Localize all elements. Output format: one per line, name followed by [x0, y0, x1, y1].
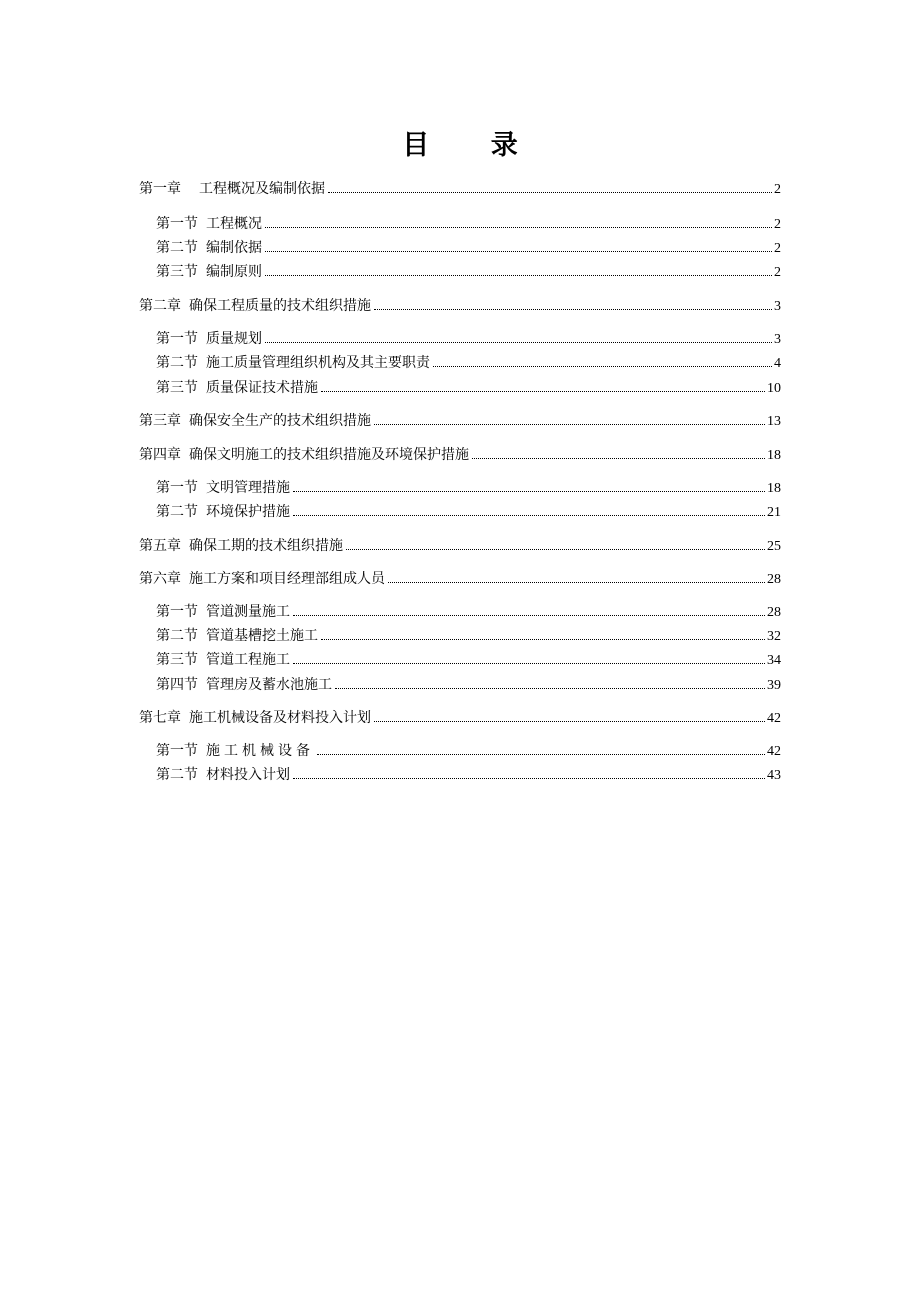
toc-entry-chapter[interactable] [139, 537, 781, 556]
toc-dot-leader [374, 424, 765, 425]
toc-dot-leader [328, 192, 772, 193]
toc-dot-leader [388, 582, 765, 583]
toc-entry-number: 第二节 [156, 355, 198, 371]
toc-entry-section[interactable] [156, 379, 781, 398]
toc-entry-label [156, 651, 290, 669]
toc-entry-page-number: 2 [774, 265, 781, 280]
toc-entry-text: 管理房及蓄水池施工 [206, 677, 332, 693]
toc-entry-section[interactable] [156, 627, 781, 646]
toc-entry-page-number: 21 [767, 505, 781, 520]
toc-dot-leader [265, 275, 772, 276]
toc-entry-text: 编制原则 [206, 264, 262, 280]
toc-dot-leader [472, 458, 765, 459]
toc-entry-label [139, 412, 371, 430]
toc-dot-leader [433, 366, 772, 367]
toc-entry-text: 材料投入计划 [206, 767, 290, 783]
toc-dot-leader [293, 615, 765, 616]
toc-entry-label [139, 180, 325, 198]
toc-entry-chapter[interactable] [139, 180, 781, 199]
toc-entry-page-number: 3 [774, 299, 781, 314]
toc-entry-number: 第二节 [156, 504, 198, 520]
toc-dot-leader [265, 342, 772, 343]
toc-entry-section[interactable] [156, 676, 781, 695]
toc-entry-section[interactable] [156, 263, 781, 282]
toc-entry-label [156, 742, 314, 760]
toc-entry-label [156, 354, 430, 372]
toc-entry-number: 第一节 [156, 331, 198, 347]
toc-dot-leader [321, 391, 765, 392]
toc-entry-label [139, 297, 371, 315]
toc-entry-number: 第一节 [156, 216, 198, 232]
toc-dot-leader [293, 778, 765, 779]
toc-entry-number: 第二章 [139, 298, 181, 314]
toc-dot-leader [265, 251, 772, 252]
toc-entry-section[interactable] [156, 503, 781, 522]
toc-entry-number: 第三节 [156, 652, 198, 668]
toc-entry-text: 管道测量施工 [206, 604, 290, 620]
toc-entry-label [156, 479, 290, 497]
toc-entry-number: 第四节 [156, 677, 198, 693]
toc-dot-leader [321, 639, 765, 640]
toc-entry-page-number: 42 [767, 744, 781, 759]
toc-entry-page-number: 13 [767, 414, 781, 429]
toc-entry-number: 第二节 [156, 767, 198, 783]
toc-dot-leader [346, 549, 765, 550]
toc-entry-label [156, 263, 262, 281]
toc-entry-page-number: 34 [767, 653, 781, 668]
toc-entry-page-number: 4 [774, 356, 781, 371]
toc-entry-chapter[interactable] [139, 709, 781, 728]
toc-entry-page-number: 2 [774, 217, 781, 232]
toc-entry-text: 施工机械设备 [206, 743, 314, 759]
toc-dot-leader [293, 663, 765, 664]
toc-entry-section[interactable] [156, 354, 781, 373]
toc-entry-label [156, 215, 262, 233]
toc-entry-page-number: 10 [767, 381, 781, 396]
toc-dot-leader [374, 309, 772, 310]
toc-entry-label [156, 239, 262, 257]
toc-entry-label [156, 379, 318, 397]
toc-entry-text: 工程概况 [206, 216, 262, 232]
toc-entry-section[interactable] [156, 742, 781, 761]
toc-entry-number: 第一节 [156, 743, 198, 759]
toc-entry-label [139, 537, 343, 555]
toc-dot-leader [335, 688, 765, 689]
toc-entry-page-number: 25 [767, 539, 781, 554]
toc-dot-leader [265, 227, 772, 228]
toc-entry-label [156, 330, 262, 348]
toc-entry-number: 第一节 [156, 480, 198, 496]
toc-entry-page-number: 42 [767, 711, 781, 726]
toc-entry-text: 质量规划 [206, 331, 262, 347]
toc-entry-number: 第四章 [139, 447, 181, 463]
toc-entry-page-number: 18 [767, 448, 781, 463]
toc-dot-leader [293, 515, 765, 516]
toc-dot-leader [293, 491, 765, 492]
toc-entry-page-number: 43 [767, 768, 781, 783]
toc-dot-leader [374, 721, 765, 722]
toc-entry-section[interactable] [156, 651, 781, 670]
toc-entry-page-number: 32 [767, 629, 781, 644]
toc-entry-number: 第三章 [139, 413, 181, 429]
toc-entry-number: 第一章 [139, 181, 181, 197]
toc-entry-number: 第二节 [156, 240, 198, 256]
toc-entry-label [139, 446, 469, 464]
toc-entry-chapter[interactable] [139, 446, 781, 465]
toc-entry-number: 第二节 [156, 628, 198, 644]
toc-entry-text: 编制依据 [206, 240, 262, 256]
toc-entry-page-number: 2 [774, 241, 781, 256]
toc-entry-section[interactable] [156, 330, 781, 349]
toc-entry-label [139, 709, 371, 727]
toc-entry-chapter[interactable] [139, 297, 781, 316]
toc-entry-section[interactable] [156, 215, 781, 234]
toc-entry-section[interactable] [156, 479, 781, 498]
toc-entry-label [156, 627, 318, 645]
toc-entry-text: 施工方案和项目经理部组成人员 [189, 571, 385, 587]
toc-entry-text: 确保安全生产的技术组织措施 [189, 413, 371, 429]
toc-entry-section[interactable] [156, 766, 781, 785]
toc-entry-page-number: 18 [767, 481, 781, 496]
toc-entry-text: 施工质量管理组织机构及其主要职责 [206, 355, 430, 371]
toc-entry-number: 第七章 [139, 710, 181, 726]
toc-entry-label [156, 503, 290, 521]
toc-entry-text: 环境保护措施 [206, 504, 290, 520]
toc-entry-text: 质量保证技术措施 [206, 380, 318, 396]
toc-entry-section[interactable] [156, 603, 781, 622]
toc-entry-section[interactable] [156, 239, 781, 258]
toc-title: 目 录 [402, 130, 544, 161]
toc-entry-number: 第五章 [139, 538, 181, 554]
toc-entry-page-number: 2 [774, 182, 781, 197]
toc-entry-page-number: 39 [767, 678, 781, 693]
toc-entry-text: 管道基槽挖土施工 [206, 628, 318, 644]
toc-entry-number: 第六章 [139, 571, 181, 587]
toc-entry-chapter[interactable] [139, 570, 781, 589]
toc-entry-chapter[interactable] [139, 412, 781, 431]
toc-entry-label [156, 676, 332, 694]
toc-entry-number: 第三节 [156, 264, 198, 280]
toc-entry-label [156, 603, 290, 621]
toc-entry-number: 第三节 [156, 380, 198, 396]
toc-entry-label [139, 570, 385, 588]
toc-entry-text: 文明管理措施 [206, 480, 290, 496]
toc-entry-page-number: 28 [767, 572, 781, 587]
toc-entry-page-number: 28 [767, 605, 781, 620]
toc-entry-text: 确保工期的技术组织措施 [189, 538, 343, 554]
toc-entry-label [156, 766, 290, 784]
toc-entry-text: 工程概况及编制依据 [199, 181, 325, 197]
toc-dot-leader [317, 754, 765, 755]
toc-entry-text: 管道工程施工 [206, 652, 290, 668]
toc-entry-page-number: 3 [774, 332, 781, 347]
toc-entry-number: 第一节 [156, 604, 198, 620]
toc-entry-text: 确保文明施工的技术组织措施及环境保护措施 [189, 447, 469, 463]
toc-entry-text: 施工机械设备及材料投入计划 [189, 710, 371, 726]
toc-entry-text: 确保工程质量的技术组织措施 [189, 298, 371, 314]
